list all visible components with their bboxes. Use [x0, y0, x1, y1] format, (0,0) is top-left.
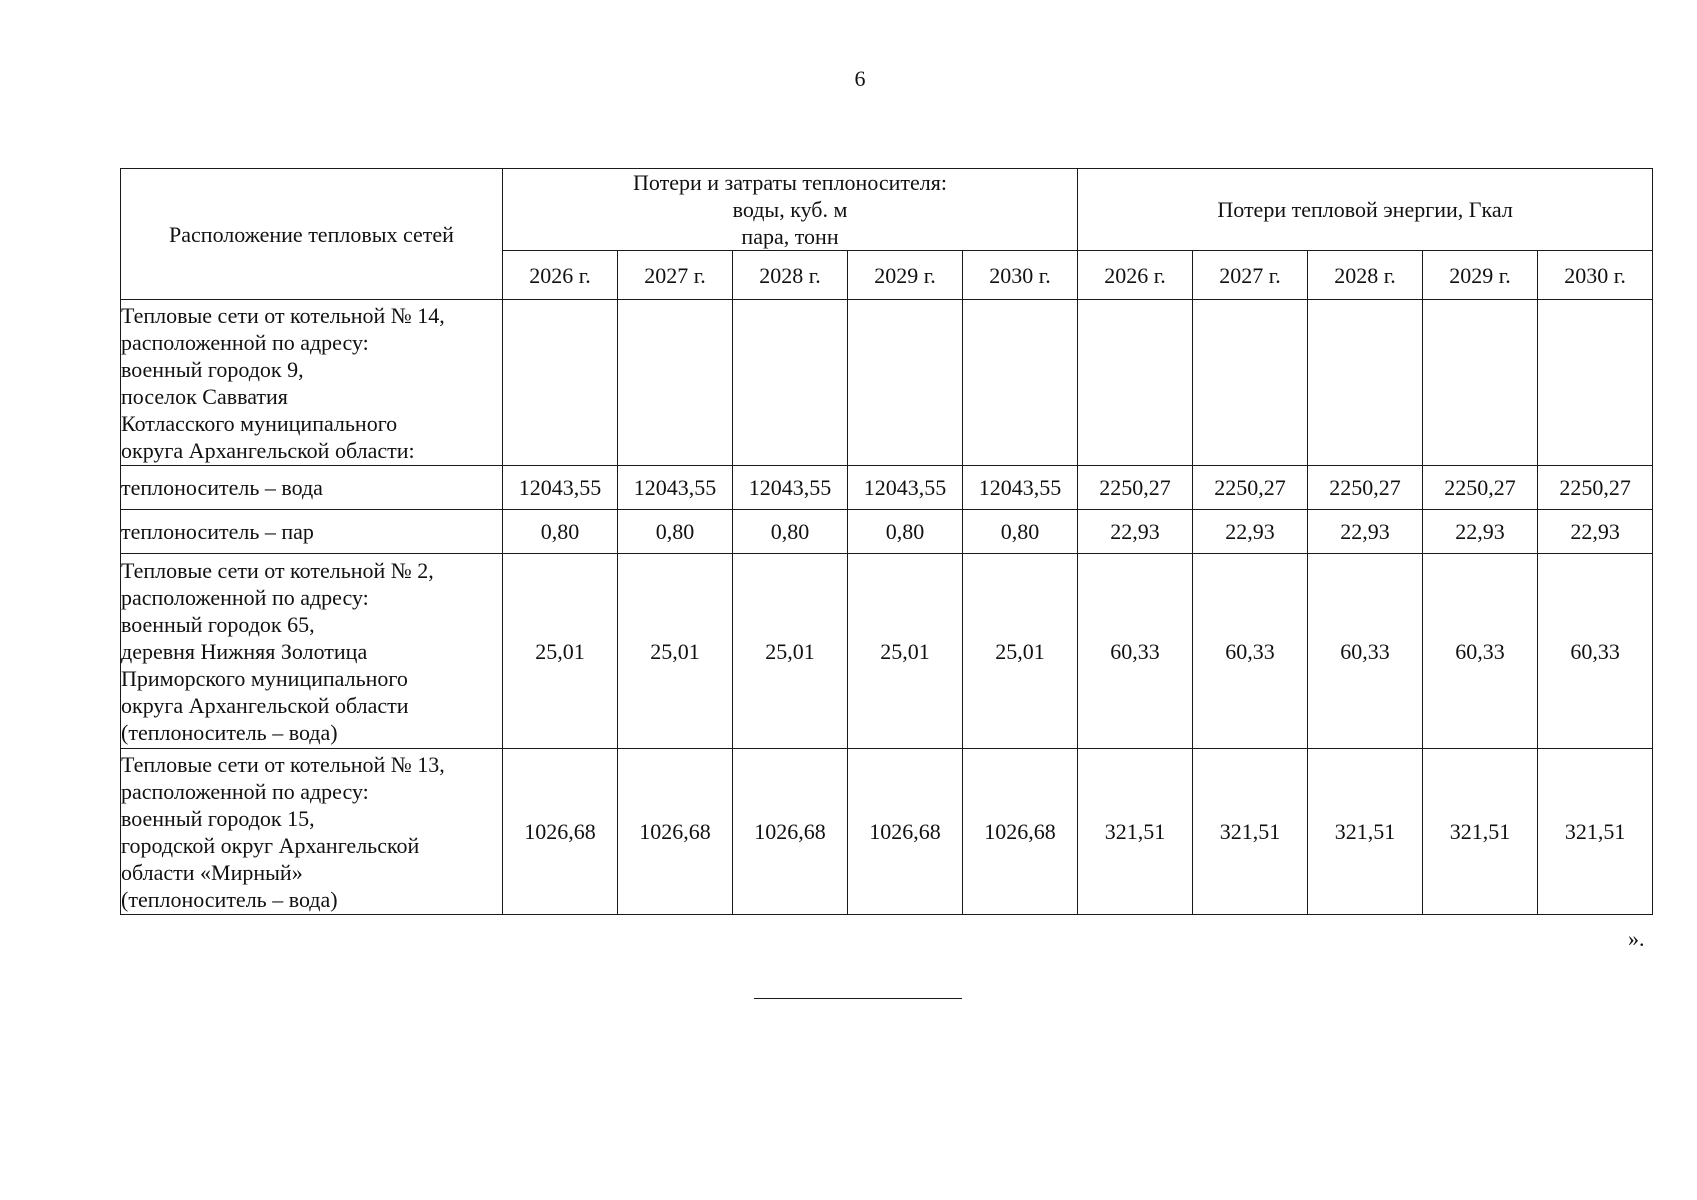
header-line: пара, тонн [741, 224, 839, 249]
header-location: Расположение тепловых сетей [121, 169, 503, 300]
value-cell: 0,80 [618, 510, 733, 554]
value-cell: 0,80 [963, 510, 1078, 554]
location-line: (теплоноситель – вода) [121, 886, 338, 912]
header-heat-losses: Потери тепловой энергии, Гкал [1078, 169, 1653, 251]
value-cell: 12043,55 [733, 466, 848, 510]
header-line: воды, куб. м [732, 197, 848, 222]
location-line: военный городок 15, [121, 805, 315, 831]
location-cell [121, 554, 503, 749]
value-cell: 321,51 [1538, 749, 1653, 915]
year-header: 2028 г. [733, 251, 848, 300]
value-cell [503, 300, 618, 466]
location-line: городской округ Архангельской [121, 832, 420, 858]
location-line: области «Мирный» [121, 859, 303, 885]
value-cell: 0,80 [733, 510, 848, 554]
value-cell: 1026,68 [848, 749, 963, 915]
value-cell: 321,51 [1423, 749, 1538, 915]
value-cell: 2250,27 [1078, 466, 1193, 510]
value-cell: 1026,68 [963, 749, 1078, 915]
value-cell [1078, 300, 1193, 466]
table-row [121, 466, 1653, 510]
year-header: 2028 г. [1308, 251, 1423, 300]
closing-quote: ». [1628, 926, 1645, 951]
value-cell: 1026,68 [503, 749, 618, 915]
value-cell: 12043,55 [963, 466, 1078, 510]
location-cell [121, 749, 503, 915]
value-cell: 2250,27 [1538, 466, 1653, 510]
location-line: Котласского муниципального [121, 410, 398, 436]
location-line: округа Архангельской области: [121, 437, 415, 463]
value-cell: 22,93 [1308, 510, 1423, 554]
header-coolant-losses [503, 169, 1078, 251]
location-line: военный городок 9, [121, 356, 304, 382]
value-cell: 1026,68 [733, 749, 848, 915]
value-cell: 22,93 [1193, 510, 1308, 554]
year-header: 2030 г. [1538, 251, 1653, 300]
location-line: теплоноситель – пар [121, 519, 314, 544]
value-cell: 60,33 [1193, 554, 1308, 749]
end-divider [754, 998, 962, 999]
year-header: 2027 г. [618, 251, 733, 300]
location-line: поселок Савватия [121, 383, 288, 409]
value-cell: 0,80 [503, 510, 618, 554]
location-line: Приморского муниципального [121, 665, 408, 691]
location-line: расположенной по адресу: [121, 778, 369, 804]
location-line: округа Архангельской области [121, 692, 409, 718]
value-cell: 321,51 [1078, 749, 1193, 915]
value-cell: 60,33 [1078, 554, 1193, 749]
value-cell: 2250,27 [1193, 466, 1308, 510]
location-cell [121, 300, 503, 466]
table-row [121, 300, 1653, 466]
value-cell: 22,93 [1078, 510, 1193, 554]
value-cell [1193, 300, 1308, 466]
table-row [121, 554, 1653, 749]
value-cell [1538, 300, 1653, 466]
value-cell: 0,80 [848, 510, 963, 554]
value-cell: 25,01 [618, 554, 733, 749]
location-line: теплоноситель – вода [121, 475, 323, 500]
value-cell: 321,51 [1193, 749, 1308, 915]
table-row [121, 510, 1653, 554]
value-cell [963, 300, 1078, 466]
value-cell [1423, 300, 1538, 466]
value-cell [733, 300, 848, 466]
location-line: расположенной по адресу: [121, 329, 369, 355]
value-cell: 25,01 [503, 554, 618, 749]
value-cell: 2250,27 [1423, 466, 1538, 510]
value-cell: 321,51 [1308, 749, 1423, 915]
value-cell: 25,01 [733, 554, 848, 749]
location-line: военный городок 65, [121, 611, 315, 637]
value-cell: 60,33 [1538, 554, 1653, 749]
value-cell: 12043,55 [503, 466, 618, 510]
value-cell: 25,01 [963, 554, 1078, 749]
page-number: 6 [854, 66, 866, 91]
value-cell: 25,01 [848, 554, 963, 749]
location-cell [121, 510, 503, 554]
value-cell: 60,33 [1308, 554, 1423, 749]
value-cell: 1026,68 [618, 749, 733, 915]
value-cell [848, 300, 963, 466]
year-header: 2026 г. [1078, 251, 1193, 300]
value-cell [618, 300, 733, 466]
header-row [121, 169, 1653, 251]
year-header: 2030 г. [963, 251, 1078, 300]
heat-losses-table [120, 168, 1653, 915]
year-header: 2029 г. [848, 251, 963, 300]
location-cell [121, 466, 503, 510]
value-cell: 12043,55 [848, 466, 963, 510]
table-row [121, 749, 1653, 915]
value-cell: 22,93 [1538, 510, 1653, 554]
value-cell [1308, 300, 1423, 466]
location-line: Тепловые сети от котельной № 2, [121, 557, 434, 583]
value-cell: 60,33 [1423, 554, 1538, 749]
location-line: деревня Нижняя Золотица [121, 638, 368, 664]
year-header: 2029 г. [1423, 251, 1538, 300]
value-cell: 2250,27 [1308, 466, 1423, 510]
location-line: расположенной по адресу: [121, 584, 369, 610]
location-line: Тепловые сети от котельной № 14, [121, 302, 445, 328]
year-header: 2027 г. [1193, 251, 1308, 300]
year-header: 2026 г. [503, 251, 618, 300]
location-line: (теплоноситель – вода) [121, 719, 338, 745]
value-cell: 12043,55 [618, 466, 733, 510]
value-cell: 22,93 [1423, 510, 1538, 554]
location-line: Тепловые сети от котельной № 13, [121, 751, 445, 777]
header-line: Потери и затраты теплоносителя: [633, 170, 947, 195]
